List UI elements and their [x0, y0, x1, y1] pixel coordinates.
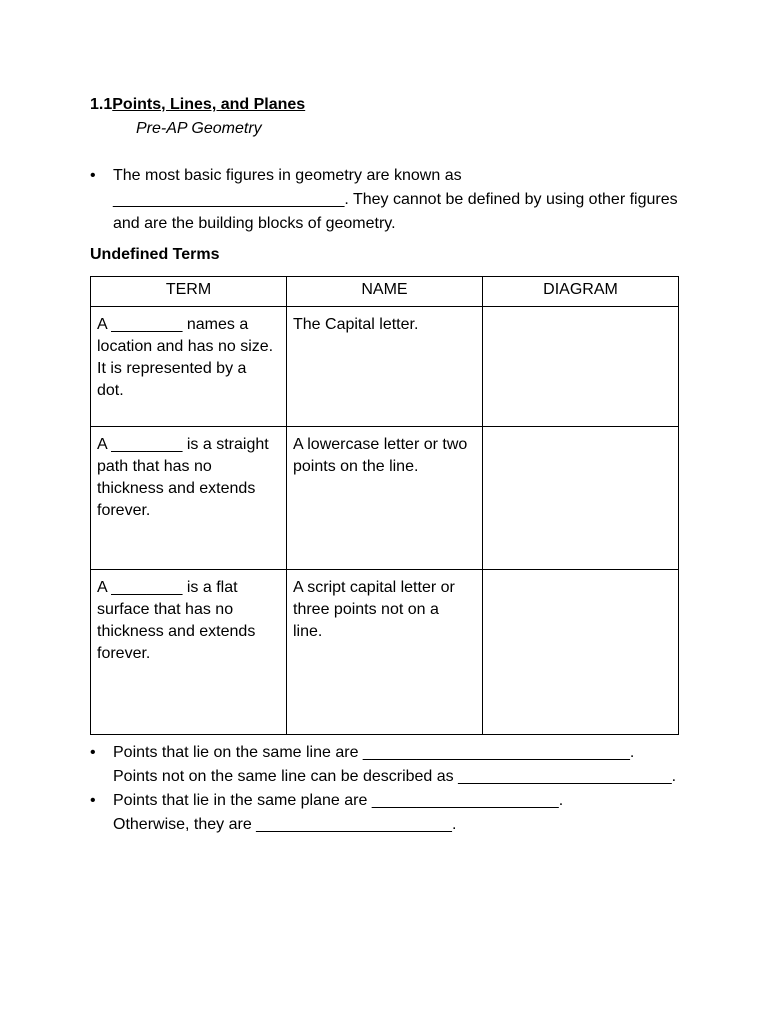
section-number: 1.1: [90, 96, 113, 113]
term-line: A ________ is a straight: [97, 436, 269, 453]
table-row: [91, 307, 679, 427]
intro-bullet-text: [113, 164, 690, 236]
bullet-dot: •: [90, 792, 96, 809]
coplanar-line-2: Otherwise, they are ______________________.: [113, 816, 457, 833]
term-line: A ________ is a flat: [97, 579, 238, 596]
term-line: dot.: [97, 382, 124, 399]
name-cell: [287, 570, 483, 735]
intro-bullet: [90, 164, 690, 236]
name-line: points on the line.: [293, 458, 419, 475]
term-line: forever.: [97, 645, 151, 662]
table-header-row: [91, 277, 679, 307]
page-subtitle: Pre-AP Geometry: [136, 120, 262, 137]
bullet-dot: •: [90, 167, 96, 184]
page-title: [90, 94, 305, 116]
table-row: [91, 570, 679, 735]
section-heading: Undefined Terms: [90, 246, 220, 263]
diagram-cell[interactable]: [483, 570, 679, 735]
undefined-terms-table: [90, 276, 679, 735]
term-line: path that has no: [97, 458, 212, 475]
collinear-line-1: Points that lie on the same line are ______________________________.: [113, 744, 635, 761]
title-text: [112, 96, 305, 113]
collinear-line-2: Points not on the same line can be described as ________________________.: [113, 768, 677, 785]
name-line: A lowercase letter or two: [293, 436, 468, 453]
intro-line-2: __________________________. They cannot be defined by using other figures: [113, 191, 678, 208]
title-label: Points, Lines, and Planes: [112, 96, 306, 113]
term-line: thickness and extends: [97, 480, 256, 497]
column-header-term: TERM: [91, 277, 287, 307]
collinear-bullet-text: [113, 741, 690, 789]
column-header-diagram: DIAGRAM: [483, 277, 679, 307]
term-line: It is represented by a: [97, 360, 247, 377]
diagram-cell[interactable]: [483, 307, 679, 427]
table-row: [91, 427, 679, 570]
coplanar-line-1: Points that lie in the same plane are _____________________.: [113, 792, 564, 809]
name-line: The Capital letter.: [293, 316, 419, 333]
column-header-name: NAME: [287, 277, 483, 307]
term-line: location and has no size.: [97, 338, 274, 355]
term-cell: [91, 427, 287, 570]
diagram-cell[interactable]: [483, 427, 679, 570]
term-line: forever.: [97, 502, 151, 519]
name-line: three points not on a: [293, 601, 439, 618]
collinear-bullet: [90, 741, 690, 789]
coplanar-bullet-text: [113, 789, 690, 837]
intro-line-3: and are the building blocks of geometry.: [113, 215, 396, 232]
intro-line-1: The most basic figures in geometry are known as: [113, 167, 462, 184]
name-cell: [287, 427, 483, 570]
name-cell: [287, 307, 483, 427]
term-line: thickness and extends: [97, 623, 256, 640]
term-cell: [91, 570, 287, 735]
coplanar-bullet: [90, 789, 690, 837]
term-cell: [91, 307, 287, 427]
name-line: line.: [293, 623, 323, 640]
term-line: A ________ names a: [97, 316, 249, 333]
term-line: surface that has no: [97, 601, 234, 618]
name-line: A script capital letter or: [293, 579, 455, 596]
bullet-dot: •: [90, 744, 96, 761]
